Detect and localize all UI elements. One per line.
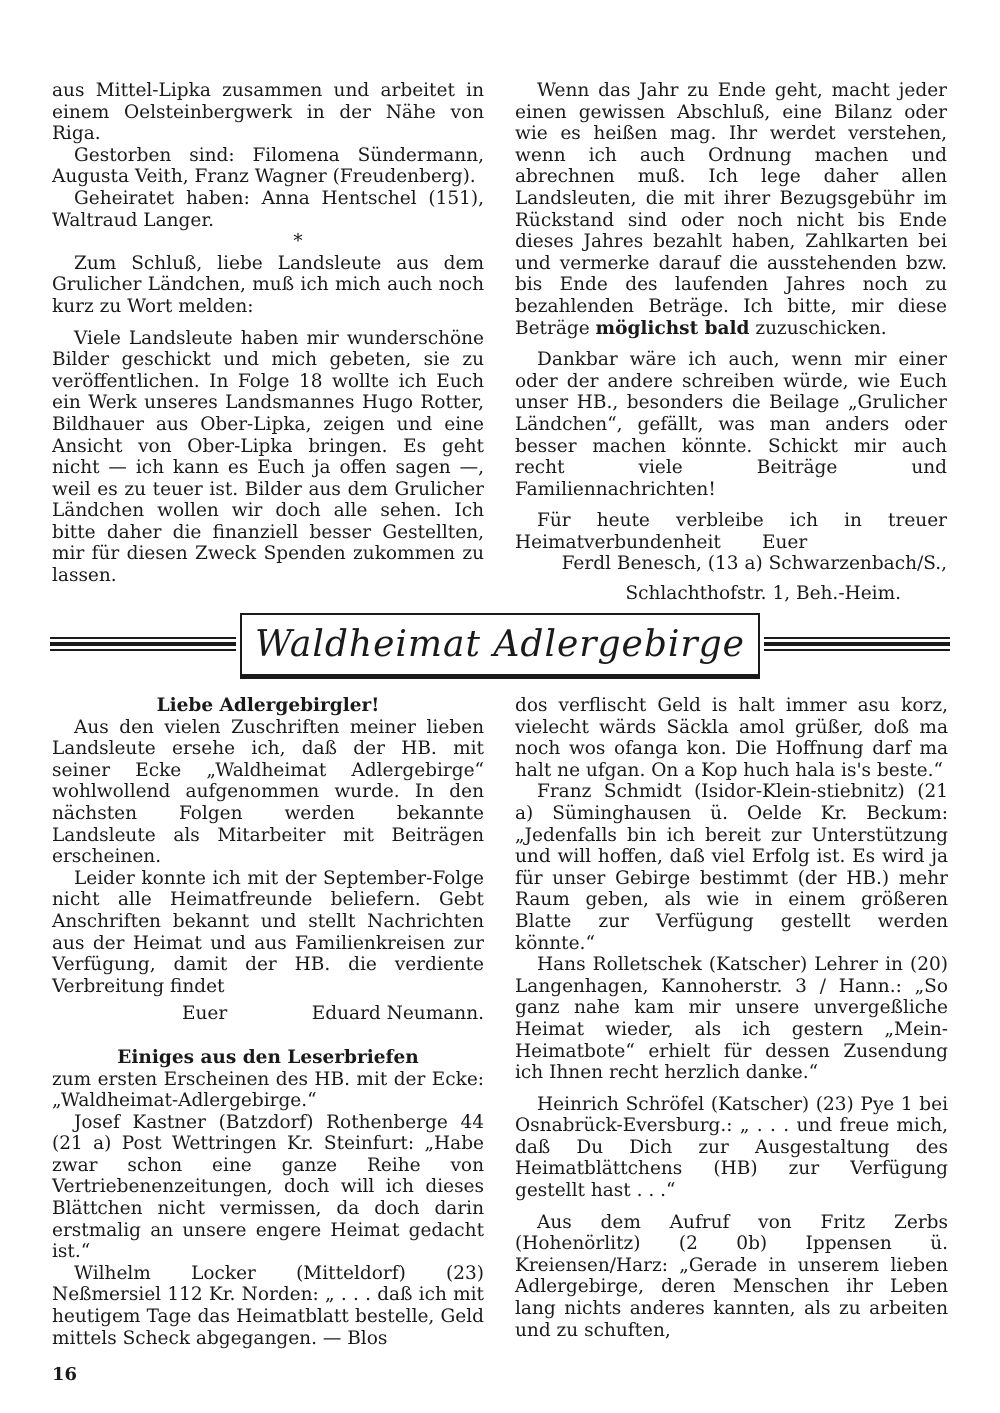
paragraph: Gestorben sind: Filomena Sündermann, Augusta Veith, Franz Wagner (Freudenberg). xyxy=(52,144,484,188)
paragraph: Wilhelm Locker (Mitteldorf) (23) Neßmersiel 112 Kr. Norden: „ . . . daß ich mit heutigem Tage das Heimatblatt bestelle, Geld mittels Scheck abgegangen. — Blos xyxy=(52,1262,484,1349)
paragraph: zum ersten Erscheinen des HB. mit der Ecke: „Waldheimat-Adlergebirge.“ xyxy=(52,1068,484,1112)
page-number: 16 xyxy=(52,1364,78,1385)
paragraph: Dankbar wäre ich auch, wenn mir einer oder der andere schreiben würde, wie Euch unser HB., besonders die Beilage „Grulicher Ländchen“, gefällt, was man anders oder besser machen könnte. Schickt mir auch recht viele Beiträge und Familiennachrichten! xyxy=(515,349,947,500)
paragraph xyxy=(515,510,947,553)
paragraph: Leider konnte ich mit der September-Folge nicht alle Heimatfreunde beliefern. Gebt Anschriften bekannt und stellt Nachrichten aus der Heimat und aus Familienkreisen zur Verfügung, damit der HB. die verdiente Verbreitung findet xyxy=(52,867,484,997)
paragraph xyxy=(515,80,947,339)
section-heading: Einiges aus den Leserbriefen xyxy=(117,1046,419,1068)
paragraph-text: Für heute verbleibe ich in treuer Heimatverbundenheit xyxy=(515,510,947,553)
column-top-left xyxy=(52,80,484,587)
paragraph: Heinrich Schröfel (Katscher) (23) Pye 1 bei Osnabrück-Eversburg.: „ . . . und freue mich, daß Du Dich zur Ausgestaltung des Heimatblättchens (HB) zur Verfügung gestellt hast . . .“ xyxy=(515,1093,948,1202)
paragraph: Aus dem Aufruf von Fritz Zerbs (Hohenörlitz) (2 0b) Ippensen ü. Kreiensen/Harz: „Gerade in unserem lieben Adlergebirge, deren Menschen ihr Leben lang nichts anderes kannten, als zu arbeiten und zu schuften, xyxy=(515,1211,948,1341)
section-heading: Liebe Adlergebirgler! xyxy=(156,695,380,716)
section-title-box xyxy=(240,613,760,679)
signature-line: Schlachthofstr. 1, Beh.-Heim. xyxy=(625,583,901,605)
column-bottom-right xyxy=(515,695,948,1341)
paragraph: Franz Schmidt (Isidor-Klein-stiebnitz) (21 a) Süminghausen ü. Oelde Kr. Beckum: „Jedenfalls bin ich bereit zur Unterstützung und will hoffen, daß viel Erfolg ist. Es wird ja für unser Gebirge bestimmt (der HB.) mehr Raum geben, als wie in einem größeren Blatte zur Verfügung gestellt werden könnte.“ xyxy=(515,781,948,954)
emphasis-text: möglichst bald xyxy=(595,317,750,339)
paragraph: aus Mittel-Lipka zusammen und arbeitet in einem Oelsteinbergwerk in der Nähe von Riga. xyxy=(52,80,484,145)
decorative-rule-left xyxy=(50,637,236,654)
paragraph: Viele Landsleute haben mir wunderschöne Bilder geschickt und mich gebeten, sie zu veröffentlichen. In Folge 18 wollte ich Euch ein Werk unseres Landsmannes Hugo Rotter, Bildhauer aus Ober-Lipka, zeigen und eine Ansicht von Ober-Lipka bringen. Es geht nicht — ich kann es Euch ja offen sagen —, weil es zu teuer ist. Bilder aus dem Grulicher Ländchen wollen wir doch alle sehen. Ich bitte daher die finanziell besser Gestellten, mir für diesen Zweck Spenden zukommen zu lassen. xyxy=(52,327,484,587)
signature-line: Ferdl Benesch, (13 a) Schwarzenbach/S., xyxy=(561,553,947,575)
paragraph-text: zuzuschicken. xyxy=(755,317,887,339)
section-title: Waldheimat Adlergebirge xyxy=(255,624,745,665)
paragraph: dos verflischt Geld is halt immer asu korz, vielecht wärds Säckla amol grüßer, doß ma noch wos ofanga kon. Die Hoffnung darf ma halt ne ufgan. On a Kop huch hala is's beste.“ xyxy=(515,695,948,781)
closing-word: Euer xyxy=(762,531,808,553)
column-bottom-left xyxy=(52,695,484,1349)
column-top-right xyxy=(515,80,947,605)
paragraph: Zum Schluß, liebe Landsleute aus dem Grulicher Ländchen, muß ich mich auch noch kurz zu Wort melden: xyxy=(52,252,484,317)
paragraph: Aus den vielen Zuschriften meiner lieben Landsleute ersehe ich, daß der HB. mit seiner Ecke „Waldheimat Adlergebirge“ wohlwollend aufgenommen wurde. In den nächsten Folgen werden bekannte Landsleute als Mitarbeiter mit Beiträgen erscheinen. xyxy=(52,716,484,868)
signature-line xyxy=(52,1003,484,1025)
paragraph: Geheiratet haben: Anna Hentschel (151), Waltraud Langer. xyxy=(52,187,484,231)
decorative-rule-right xyxy=(764,637,950,654)
closing-word: Euer xyxy=(182,1003,228,1025)
section-banner xyxy=(50,613,950,685)
paragraph: Josef Kastner (Batzdorf) Rothenberge 44 (21 a) Post Wettringen Kr. Steinfurt: „Habe zwar schon eine ganze Reihe von Vertriebenenzeitungen, doch will ich dieses Blättchen nicht vermissen, da doch darin erstmalig an unsere engere Heimat gedacht ist.“ xyxy=(52,1111,484,1263)
paragraph-text: Wenn das Jahr zu Ende geht, macht jeder einen gewissen Abschluß, eine Bilanz oder wie es heißen mag. Ihr werdet verstehen, wenn ich auch Ordnung machen und abrechnen muß. Ich lege daher allen Landsleuten, die mit ihrer Bezugsgebühr im Rückstand sind oder noch nicht bis Ende dieses Jahres bezahlt haben, Zahlkarten bei und vermerke darauf die ausstehenden bzw. bis Ende des laufenden Jahres noch zu bezahlenden Beträge. Ich bitte, mir diese Beträge xyxy=(515,80,947,339)
paragraph: Hans Rolletschek (Katscher) Lehrer in (20) Langenhagen, Kannoherstr. 3 / Hann.: „So ganz nahe kam mir unsere unvergeßliche Heimat wieder, als ich gestern „Mein-Heimatbote“ erhielt für dessen Zusendung ich Ihnen recht herzlich danke.“ xyxy=(515,954,948,1084)
section-separator-star: * xyxy=(293,231,303,253)
signature-name: Eduard Neumann. xyxy=(311,1003,484,1025)
